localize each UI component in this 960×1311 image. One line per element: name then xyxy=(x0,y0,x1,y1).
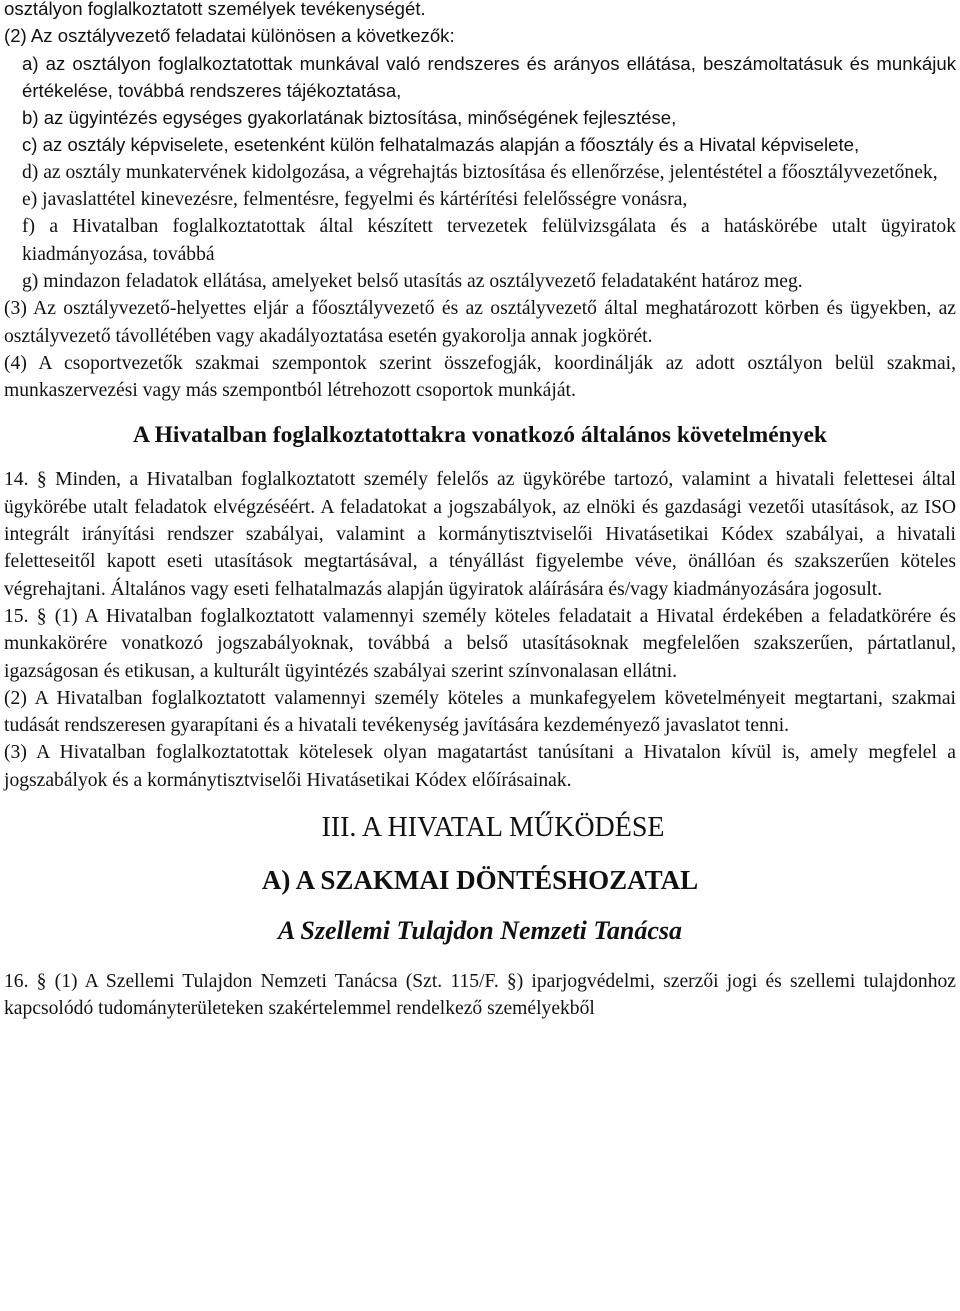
paragraph-2-intro: (2) Az osztályvezető feladatai különösen a következők: xyxy=(4,25,455,47)
paragraph-4: (4) A csoportvezetők szakmai szempontok szerint összefogják, koordinálják az adott osztályon belül szakmai, munkaszervezési vagy más szempontból létrehozott csoportok munkáját. xyxy=(4,352,956,402)
list-item-f: f) a Hivatalban foglalkoztatottak által készített tervezetek felülvizsgálata és a hatáskörébe utalt ügyiratok kiadmányozása, továbbá xyxy=(22,216,956,265)
list-item-b: b) az ügyintézés egységes gyakorlatának biztosítása, minőségének fejlesztése, xyxy=(22,107,677,129)
section-15-2: (2) A Hivatalban foglalkoztatott valamennyi személy köteles a munkafegyelem követelményeit megtartani, szakmai tudását rendszeresen gyarapítani és a hivatali tevékenység javítására kezdeményező javaslatot tenni. xyxy=(4,687,956,737)
list-item-a: a) az osztályon foglalkoztatottak munkával való rendszeres és arányos ellátása, beszámoltatásuk és munkájuk értékelése, továbbá rendszeres tájékoztatása, xyxy=(22,52,956,101)
list-item-g: g) mindazon feladatok ellátása, amelyeket belső utasítás az osztályvezető feladataként határoz meg. xyxy=(22,270,803,292)
list-item-c: c) az osztály képviselete, esetenként külön felhatalmazás alapján a főosztály és a Hivatal képviselete, xyxy=(22,134,860,156)
section-15-1: 15. § (1) A Hivatalban foglalkoztatott valamennyi személy köteles feladatait a Hivatal érdekében a feladatkörére és munkakörére vonatkozó jogszabályoknak, továbbá a belső utasításoknak megfelelően szakszerűen, pártatlanul, igazságosan és etikusan, a kulturált ügyintézés szabályai szerint színvonalasan ellátni. xyxy=(4,605,956,682)
heading-council: A Szellemi Tulajdon Nemzeti Tanácsa xyxy=(277,916,682,946)
list-item-d: d) az osztály munkatervének kidolgozása, a végrehajtás biztosítása és ellenőrzése, jelentéstétel a főosztályvezetőnek, xyxy=(22,161,938,183)
heading-section-iii: III. A HIVATAL MŰKÖDÉSE xyxy=(321,812,665,844)
section-15-3: (3) A Hivatalban foglalkoztatottak kötelesek olyan magatartást tanúsítani a Hivatalon kívül is, amely megfelel a jogszabályok és a kormánytisztviselői Hivatásetikai Kódex előírásainak. xyxy=(4,742,956,791)
list-item-e: e) javaslattétel kinevezésre, felmentésre, fegyelmi és kártérítési felelősségre vonásra, xyxy=(22,189,688,211)
paragraph-continuation: osztályon foglalkoztatott személyek tevékenységét. xyxy=(4,0,426,19)
document-page xyxy=(4,0,956,1023)
section-14: 14. § Minden, a Hivatalban foglalkoztatott személy felelős az ügykörébe tartozó, valamint a hivatali felettesei által ügykörébe utalt feladatok elvégzéséért. A feladatokat a jogszabályok, az elnöki és gazdasági vezetői utasítások, az ISO integrált irányítási rendszer szabályai, valamint a kormánytisztviselői Hivatásetikai Kódex szabályai, a hivatali feletteseitől kapott eseti utasítások megtartásával, a tényállást figyelembe véve, önállóan és szakszerűen köteles végrehajtani. Általános vagy eseti felhatalmazás alapján ügyiratok aláírására és/vagy kiadmányozására jogosult. xyxy=(4,469,956,600)
heading-subsection-a: A) A SZAKMAI DÖNTÉSHOZATAL xyxy=(261,865,699,896)
heading-general-requirements: A Hivatalban foglalkoztatottakra vonatkozó általános követelmények xyxy=(133,422,827,449)
paragraph-3: (3) Az osztályvezető-helyettes eljár a főosztályvezető és az osztályvezető által meghatározott körben és ügyekben, az osztályvezető távollétében vagy akadályoztatása esetén gyakorolja annak jogkörét. xyxy=(4,298,956,347)
section-16: 16. § (1) A Szellemi Tulajdon Nemzeti Tanácsa (Szt. 115/F. §) iparjogvédelmi, szerzői jogi és szellemi tulajdonhoz kapcsolódó tudományterületeken szakértelemmel rendelkező személyekből xyxy=(4,971,956,1020)
